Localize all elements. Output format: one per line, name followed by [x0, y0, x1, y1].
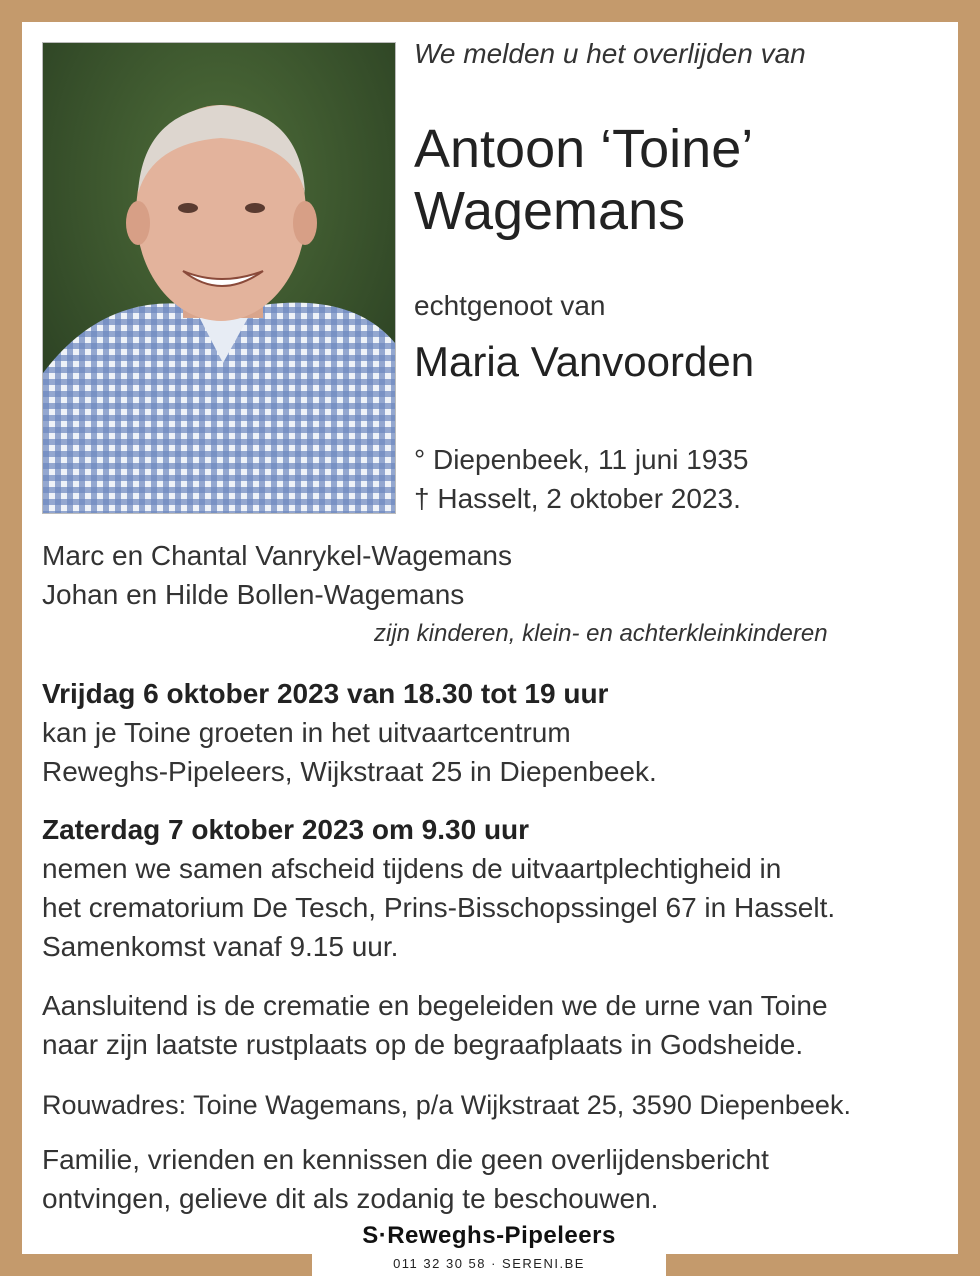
notice-section: [42, 1140, 942, 1218]
service-line: Samenkomst vanaf 9.15 uur.: [42, 931, 399, 962]
viewing-line: Reweghs-Pipeleers, Wijkstraat 25 in Diepenbeek.: [42, 756, 657, 787]
notice-line: ontvingen, gelieve dit als zodanig te beschouwen.: [42, 1183, 659, 1214]
brand-contact: 011 32 30 58 · SERENI.BE: [393, 1256, 585, 1271]
service-heading: Zaterdag 7 oktober 2023 om 9.30 uur: [42, 814, 530, 845]
children-list: [42, 536, 512, 614]
service-section: [42, 810, 942, 966]
mourning-address: Rouwadres: Toine Wagemans, p/a Wijkstraat 25, 3590 Diepenbeek.: [42, 1090, 851, 1120]
notice-line: Familie, vrienden en kennissen die geen overlijdensbericht: [42, 1144, 769, 1175]
viewing-line: kan je Toine groeten in het uitvaartcentrum: [42, 717, 571, 748]
spouse-label: echtgenoot van: [414, 290, 606, 321]
cremation-line: Aansluitend is de crematie en begeleiden we de urne van Toine: [42, 990, 828, 1021]
spouse-name: Maria Vanvoorden: [414, 338, 755, 385]
brand-name: S·Reweghs-Pipeleers: [362, 1222, 616, 1249]
viewing-heading: Vrijdag 6 oktober 2023 van 18.30 tot 19 uur: [42, 678, 609, 709]
death-date: † Hasselt, 2 oktober 2023.: [414, 483, 741, 514]
funeral-home-brand: [312, 1214, 666, 1276]
child-family: Johan en Hilde Bollen-Wagemans: [42, 579, 465, 610]
deceased-name: [414, 118, 753, 242]
cremation-section: [42, 986, 942, 1064]
deceased-name-line2: Wagemans: [414, 181, 686, 241]
intro-text: We melden u het overlijden van: [414, 38, 806, 69]
viewing-section: [42, 674, 942, 791]
life-dates: [414, 440, 748, 518]
service-line: nemen we samen afscheid tijdens de uitvaartplechtigheid in: [42, 853, 782, 884]
service-line: het crematorium De Tesch, Prins-Bisschopssingel 67 in Hasselt.: [42, 892, 836, 923]
birth-date: ° Diepenbeek, 11 juni 1935: [414, 444, 749, 475]
child-family: Marc en Chantal Vanrykel-Wagemans: [42, 540, 512, 571]
cremation-line: naar zijn laatste rustplaats op de begraafplaats in Godsheide.: [42, 1029, 804, 1060]
portrait-photo: [42, 42, 396, 514]
children-role: zijn kinderen, klein- en achterkleinkinderen: [374, 620, 828, 647]
deceased-name-line1: Antoon ‘Toine’: [414, 119, 754, 179]
